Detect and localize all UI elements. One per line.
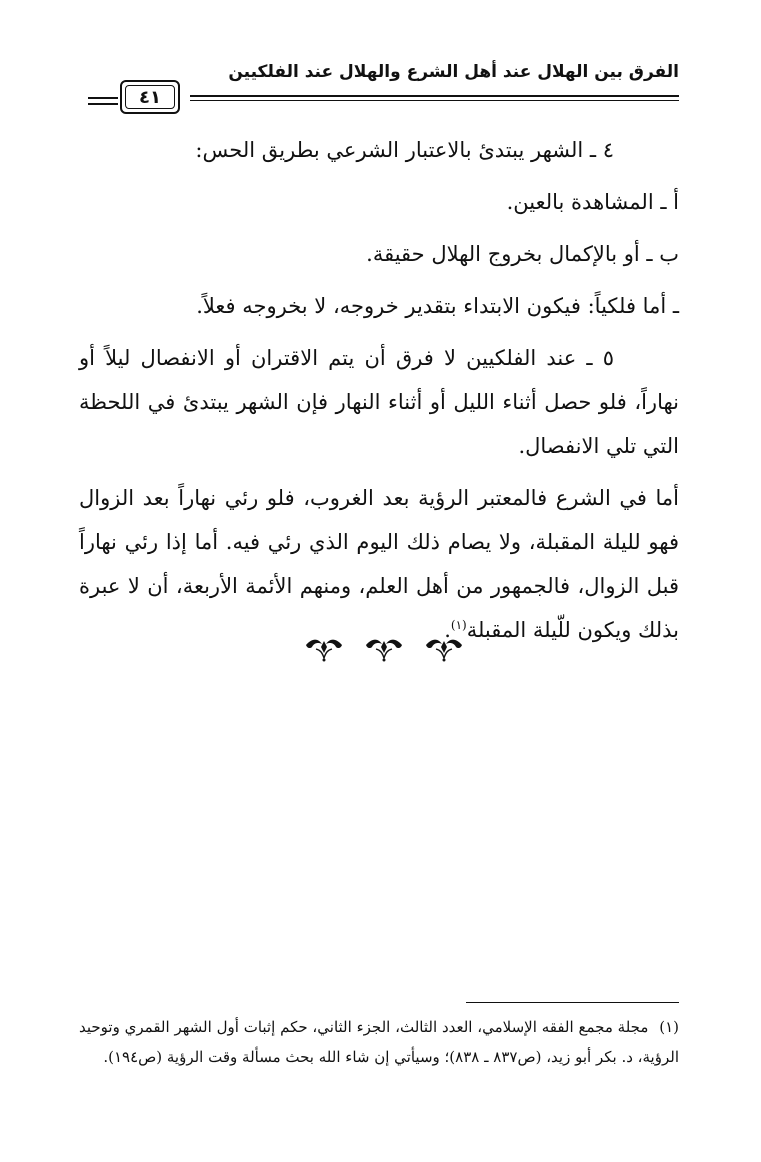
paragraph-point-4: ٤ ـ الشهر يبتدئ بالاعتبار الشرعي بطريق الحس: — [195, 138, 614, 162]
page-number-line-bottom — [88, 103, 118, 105]
paragraph-sharia — [79, 476, 679, 652]
footnote-reference: (١) — [450, 618, 467, 632]
header-rule-thin — [190, 100, 679, 101]
page-number — [120, 80, 180, 114]
paragraph-point-a: أ ـ المشاهدة بالعين. — [506, 190, 679, 214]
paragraph-sharia-end: . — [444, 618, 451, 642]
floral-ornament-icon — [364, 636, 404, 662]
paragraph-sharia-text: أما في الشرع فالمعتبر الرؤية بعد الغروب، فلو رئي نهاراً بعد الزوال فهو لليلة المقبلة، ولا يصام ذلك اليوم الذي رئي فيه. أما إذا رئي نهاراً قبل الزوال، فالجمهور من أهل العلم، ومنهم الأئمة الأربعة، أن لا عبرة بذلك ويكون للّيلة المقبلة — [79, 486, 679, 642]
running-header-title: الفرق بين الهلال عند أهل الشرع والهلال عند الفلكيين — [228, 62, 679, 82]
floral-ornament-icon — [424, 636, 464, 662]
footnote-separator — [466, 1002, 679, 1003]
paragraph-point-b: ب ـ أو بالإكمال بخروج الهلال حقيقة. — [366, 242, 679, 266]
footnote-marker: (١) — [659, 1018, 679, 1036]
paragraph-astronomical: ـ أما فلكياً: فيكون الابتداء بتقدير خروجه، لا بخروجه فعلاً. — [196, 294, 679, 318]
paragraph-point-5: ٥ ـ عند الفلكيين لا فرق أن يتم الاقتران أو الانفصال ليلاً أو نهاراً، فلو حصل أثناء الليل أو أثناء النهار فإن الشهر يبتدئ في اللحظة التي تلي الانفصال. — [79, 346, 679, 458]
page-number-line-top — [88, 97, 118, 99]
main-text — [79, 128, 679, 660]
section-ornaments — [304, 634, 464, 664]
floral-ornament-icon — [304, 636, 344, 662]
page-number-text: ٤١ — [139, 86, 161, 108]
header-rule-thick — [190, 95, 679, 97]
footnote-text: مجلة مجمع الفقه الإسلامي، العدد الثالث، الجزء الثاني، حكم إثبات أول الشهر القمري وتوحيد الرؤية، د. بكر أبو زيد، (ص٨٣٧ ـ ٨٣٨)؛ وسيأتي إن شاء الله بحث مسألة وقت الرؤية (ص١٩٤). — [79, 1018, 679, 1066]
footnote — [79, 1012, 679, 1072]
